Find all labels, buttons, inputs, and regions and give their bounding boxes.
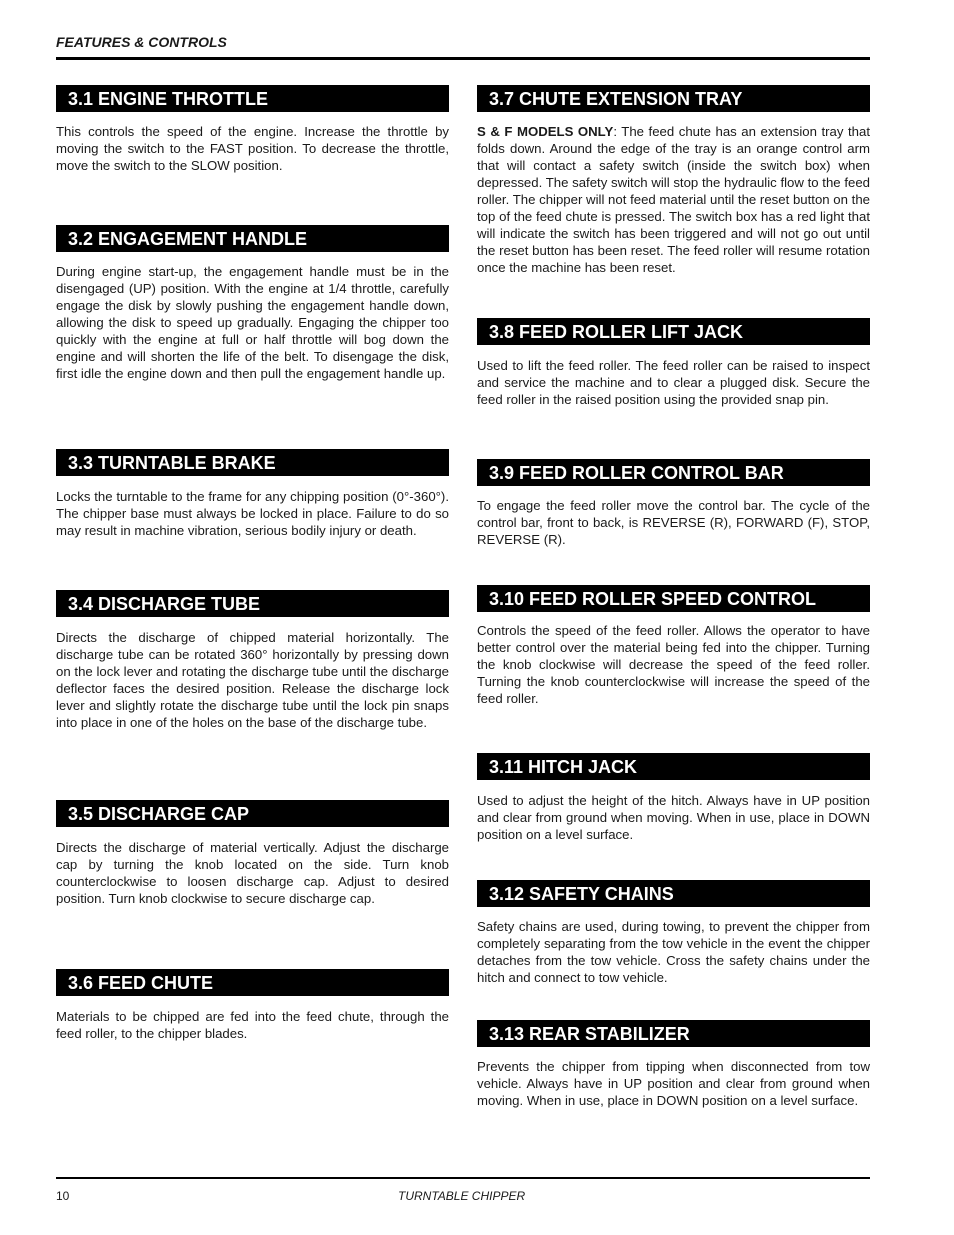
section-title-chute-extension-tray: 3.7 CHUTE EXTENSION TRAY: [477, 85, 870, 112]
section-body-engine-throttle: This controls the speed of the engine. Increase the throttle by moving the switch to the FAST position. To decrease the throttle, move the switch to the SLOW position.: [56, 124, 449, 173]
section-title-discharge-tube: 3.4 DISCHARGE TUBE: [56, 590, 449, 617]
section-title-engagement-handle: 3.2 ENGAGEMENT HANDLE: [56, 225, 449, 252]
section-body-feed-roller-speed-control: Controls the speed of the feed roller. Allows the operator to have better control over the material being fed into the chipper. Turning the knob clockwise will decrease the speed of the feed roller. Turning the knob counterclockwise will increase the speed of the feed roller.: [477, 623, 870, 706]
section-body-discharge-tube: Directs the discharge of chipped material horizontally. The discharge tube can be rotated 360° horizontally by pressing down on the lock lever and rotating the discharge tube until the discharge deflector faces the desired position. Release the discharge lock lever and slightly rotate the discharge tube until the lock pin snaps into place in one of the holes on the base of the discharge tube.: [56, 630, 449, 730]
section-body-feed-roller-lift-jack: Used to lift the feed roller. The feed roller can be raised to inspect and service the machine and to clear a plugged disk. Secure the feed roller in the raised position using the provided snap pin.: [477, 358, 870, 407]
section-body-discharge-cap: Directs the discharge of material vertically. Adjust the discharge cap by turning the knob located on the side. Turn knob counterclockwise to loosen discharge cap. Adjust to desired position. Turn knob clockwise to secure discharge cap.: [56, 840, 449, 906]
section-title-feed-roller-lift-jack: 3.8 FEED ROLLER LIFT JACK: [477, 318, 870, 345]
section-title-feed-roller-control-bar: 3.9 FEED ROLLER CONTROL BAR: [477, 459, 870, 486]
section-title-engine-throttle: 3.1 ENGINE THROTTLE: [56, 85, 449, 112]
section-body-hitch-jack: Used to adjust the height of the hitch. Always have in UP position and clear from ground when moving. When in use, place in DOWN position on a level surface.: [477, 793, 870, 842]
section-title-feed-roller-speed-control: 3.10 FEED ROLLER SPEED CONTROL: [477, 585, 870, 612]
section-body-chute-extension-tray: [477, 123, 870, 276]
section-title-discharge-cap: 3.5 DISCHARGE CAP: [56, 800, 449, 827]
header-rule: [56, 57, 870, 60]
section-body-rear-stabilizer: Prevents the chipper from tipping when disconnected from tow vehicle. Always have in UP position and clear from ground when moving. When in use, place in DOWN position on a level surface.: [477, 1059, 870, 1108]
page-number: 10: [56, 1189, 70, 1203]
footer-title: TURNTABLE CHIPPER: [398, 1189, 526, 1203]
section-title-turntable-brake: 3.3 TURNTABLE BRAKE: [56, 449, 449, 476]
page-header-title: FEATURES & CONTROLS: [56, 34, 227, 50]
models-note-label: S & F MODELS ONLY: [477, 124, 614, 139]
section-title-feed-chute: 3.6 FEED CHUTE: [56, 969, 449, 996]
section-body-turntable-brake: Locks the turntable to the frame for any chipping position (0°-360°). The chipper base must always be locked in place. Failure to do so may result in machine vibration, serious bodily injury or death.: [56, 489, 449, 538]
section-title-rear-stabilizer: 3.13 REAR STABILIZER: [477, 1020, 870, 1047]
section-title-safety-chains: 3.12 SAFETY CHAINS: [477, 880, 870, 907]
section-body-safety-chains: Safety chains are used, during towing, to prevent the chipper from completely separating from the tow vehicle in the event the chipper detaches from the tow vehicle. Cross the safety chains under the hitch and connect to tow vehicle.: [477, 919, 870, 985]
section-body-feed-chute: Materials to be chipped are fed into the feed chute, through the feed roller, to the chipper blades.: [56, 1009, 449, 1041]
chute-extension-tray-text: : The feed chute has an extension tray that folds down. Around the edge of the tray is an orange control arm that will contact a safety switch (inside the switch box) when depressed. The safety switch will stop the hydraulic flow to the feed roller. The chipper will not feed material until the reset button on the top of the feed chute is pressed. The switch box has a red light that will indicate the switch has been triggered and will not go out until the reset button has been reset. The feed roller will resume rotation once the machine has been reset.: [477, 124, 870, 275]
section-title-hitch-jack: 3.11 HITCH JACK: [477, 753, 870, 780]
footer-rule: [56, 1177, 870, 1179]
section-body-feed-roller-control-bar: To engage the feed roller move the control bar. The cycle of the control bar, front to back, is REVERSE (R), FORWARD (F), STOP, REVERSE (R).: [477, 498, 870, 547]
section-body-engagement-handle: During engine start-up, the engagement handle must be in the disengaged (UP) position. With the engine at 1/4 throttle, carefully engage the disk by slowly pushing the engagement handle down, allowing the disk to speed up gradually. Engaging the chipper too quickly with the engine at full or half throttle will bog down the engine and will shorten the life of the belt. To disengage the disk, first idle the engine down and then pull the engagement handle up.: [56, 264, 449, 381]
